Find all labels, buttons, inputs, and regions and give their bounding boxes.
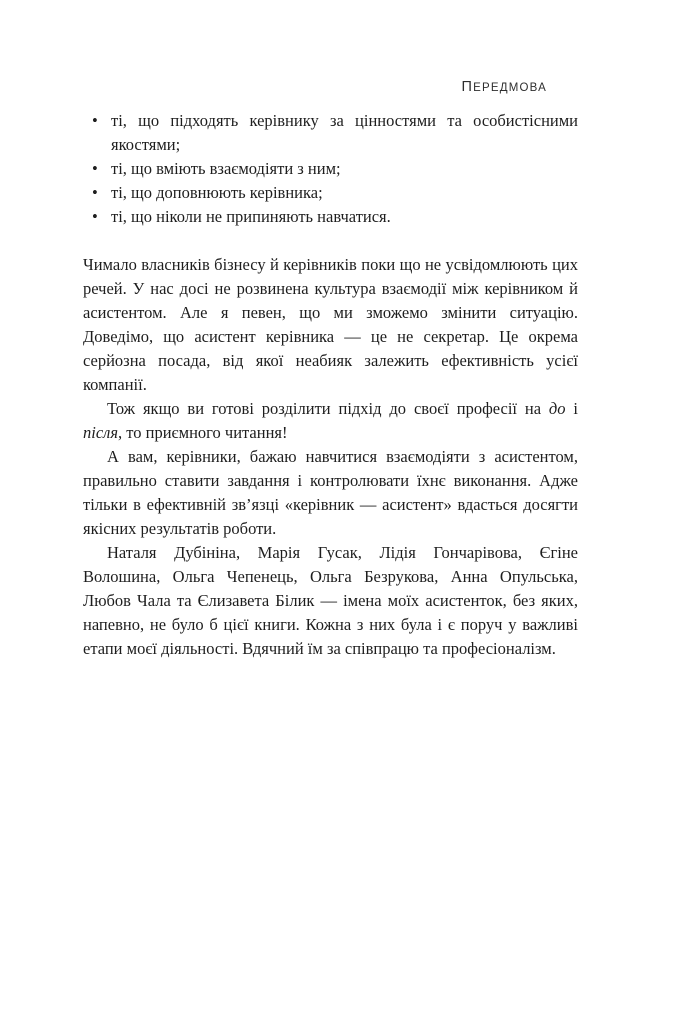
running-head-initial: П [461,79,474,95]
bullet-icon: • [92,207,98,226]
list-item-text: ті, що доповнюють керівника; [111,183,323,202]
bullet-icon: • [92,111,98,130]
running-head [83,78,547,96]
page-content [83,109,578,661]
paragraph-2-text-1: Тож якщо ви готові розділити підхід до своєї професії на [107,399,549,418]
list-item [83,181,578,205]
bullet-list [83,109,578,229]
paragraph-3: А вам, керівники, бажаю навчитися взаємодіяти з асистентом, правильно ставити завдання і контролювати їхнє виконання. Адже тільки в ефективній зв’язці «керівник — асистент» вдасться досягти якісних результатів роботи. [83,447,578,538]
bullet-icon: • [92,159,98,178]
paragraph-2-italic-2: після [83,423,119,442]
paragraph-4: Наталя Дубініна, Марія Гусак, Лідія Гончарівова, Єгіне Волошина, Ольга Чепенець, Ольга Безрукова, Анна Опульська, Любов Чала та Єлизавета Білик — імена моїх асистенток, без яких, напевно, не було б цієї книги. Кожна з них була і є поруч у важливі етапи моєї діяльності. Вдячний їм за співпрацю та професіоналізм. [83,543,578,658]
list-item-text: ті, що вміють взаємодіяти з ним; [111,159,341,178]
running-head-rest: ЕРЕДМОВА [473,82,547,94]
paragraph-2-text-3: , то приємного читання! [118,423,288,442]
paragraph-2-italic-1: до [548,399,566,418]
list-item-text: ті, що ніколи не припиняють навчатися. [111,207,391,226]
paragraph-1: Чимало власників бізнесу й керівників поки що не усвідомлюють цих речей. У нас досі не розвинена культура взаємодії між керівником й асистентом. Але я певен, що ми зможемо змінити ситуацію. Доведімо, що асистент керівника — це не секретар. Це окрема серйозна посада, від якої неабияк залежить ефективність усієї компанії. [83,255,578,394]
list-item-text: ті, що підходять керівнику за цінностями та особистісними якостями; [111,111,578,154]
list-item [83,157,578,181]
list-item [83,205,578,229]
paragraph-2-text-2: і [565,399,578,418]
bullet-icon: • [92,183,98,202]
paragraph-2 [83,397,578,445]
list-item [83,109,578,157]
